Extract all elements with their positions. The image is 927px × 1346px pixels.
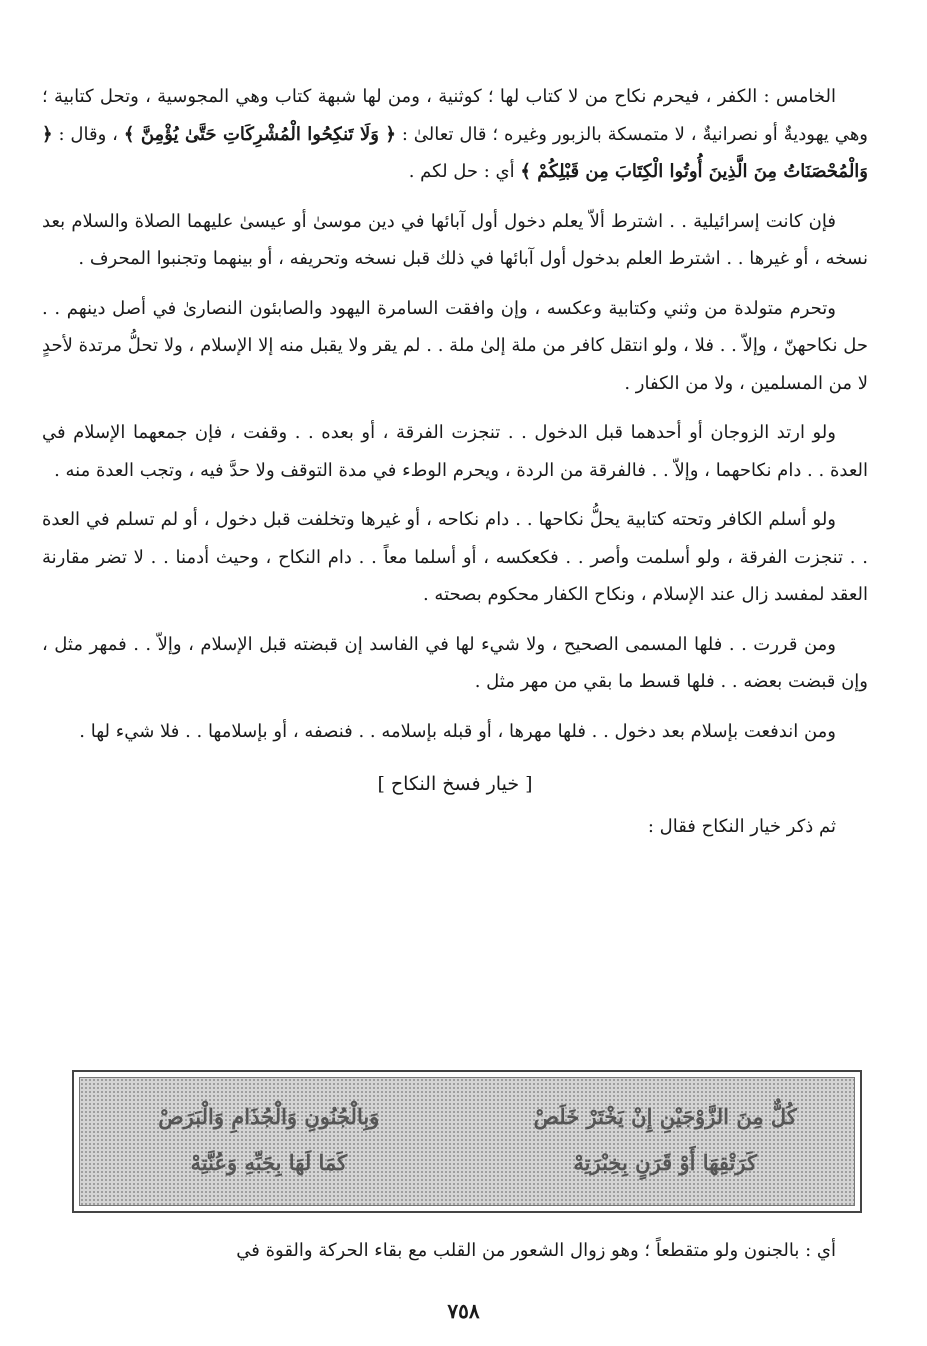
poem-frame bbox=[79, 1077, 855, 1206]
paragraph-1-text-after: أي : حل لكم . bbox=[408, 161, 515, 182]
verse-1-left-hemistich: وَبِالْجُنُونِ وَالْجُذَامِ وَالْبَرَصْ bbox=[158, 1104, 380, 1129]
paragraph-4: ولو ارتد الزوجان أو أحدهما قبل الدخول . . تنجزت الفرقة ، أو بعده . . وقفت ، فإن جمعهما الإسلام في العدة . . دام نكاحهما ، وإلاّ . . فالفرقة من الردة ، ويحرم الوطء في مدة التوقف ولا حدَّ فيه ، وتجب العدة منه . bbox=[42, 422, 868, 481]
section-heading: [ خيار فسخ النكاح ] bbox=[377, 773, 533, 795]
verse-2-left-hemistich: كَمَا لَهَا بِجَبِّهِ وَعُنَّتِهْ bbox=[190, 1150, 348, 1175]
verse-1 bbox=[100, 1094, 834, 1140]
verse-2 bbox=[100, 1140, 834, 1186]
poem-box bbox=[72, 1070, 862, 1213]
page-body bbox=[42, 78, 868, 862]
paragraph-1 bbox=[42, 78, 868, 191]
paragraph-5: ولو أسلم الكافر وتحته كتابية يحلُّ نكاحها . . دام نكاحه ، أو غيرها وتخلفت قبل دخول ، أو لم تسلم في العدة . . تنجزت الفرقة ، ولو أسلمت وأصر . . فكعكسه ، أو أسلما معاً . . دام النكاح ، وحيث أدمنا . . لا تضر مقارنة العقد لمفسد زال عند الإسلام ، ونكاح الكفار محكوم بصحته . bbox=[42, 509, 868, 605]
paragraph-3: وتحرم متولدة من وثني وكتابية وعكسه ، وإن وافقت السامرة اليهود والصابئون النصارىٰ في أصل دينهم . . حل نكاحهنّ ، وإلاّ . . فلا ، ولو انتقل كافر من ملة إلىٰ ملة . . لم يقر ولا يقبل منه إلا الإسلام ، ولا تحلُّ مرتدة لأحدٍ لا من المسلمين ، ولا من الكفار . bbox=[42, 297, 868, 394]
verse-2-right-hemistich: كَرَتْقِهَا أَوْ قَرَنٍ بِخِبْرَتِهْ bbox=[573, 1150, 757, 1175]
page-number: ٧٥٨ bbox=[447, 1299, 480, 1323]
paragraph-6: ومن قررت . . فلها المسمى الصحيح ، ولا شيء لها في الفاسد إن قبضته قبل الإسلام ، وإلاّ . . فمهر مثل ، وإن قبضت بعضه . . فلها قسط ما بقي من مهر مثل . bbox=[42, 633, 868, 692]
intro-line: ثم ذكر خيار النكاح فقال : bbox=[647, 816, 836, 837]
paragraph-7: ومن اندفعت بإسلام بعد دخول . . فلها مهرها ، أو قبله بإسلامه . . فنصفه ، أو بإسلامها . . فلا شيء لها . bbox=[79, 720, 836, 742]
quran-verse-1: ﴿ وَلَا تَنكِحُوا الْمُشْرِكَاتِ حَتَّىٰ يُؤْمِنَّ ﴾ bbox=[123, 123, 396, 145]
quran-verse-2: ﴿ وَالْمُحْصَنَاتُ مِنَ الَّذِينَ أُوتُوا الْكِتَابَ مِن قَبْلِكُمْ ﴾ bbox=[42, 123, 868, 182]
paragraph-2: فإن كانت إسرائيلية . . اشترط ألاّ يعلم دخول أول آبائها في دين موسىٰ أو عيسىٰ عليهما الصلاة والسلام بعد نسخه ، أو غيرها . . اشترط العلم بدخول أول آبائها في ذلك قبل نسخه وتحريفه ، أو بينهما وتجنبوا المحرف . bbox=[42, 210, 868, 269]
verse-1-right-hemistich: كُلٌّ مِنَ الزَّوْجَيْنِ إِنْ يَخْتَرْ خَلَصْ bbox=[533, 1104, 797, 1129]
paragraph-1-text-middle: ، وقال : bbox=[52, 123, 118, 145]
paragraph-1-text-before: الخامس : الكفر ، فيحرم نكاح من لا كتاب لها ؛ كوثنية ، ومن لها شبهة كتاب وهي المجوسية ، وتحل كتابية ؛ وهي يهوديةٌ أو نصرانيةٌ ، لا متمسكة بالزبور وغيره ؛ قال تعالىٰ : bbox=[42, 86, 868, 145]
commentary-text: أي : بالجنون ولو متقطعاً ؛ وهو زوال الشعور من القلب مع بقاء الحركة والقوة في bbox=[236, 1240, 836, 1261]
